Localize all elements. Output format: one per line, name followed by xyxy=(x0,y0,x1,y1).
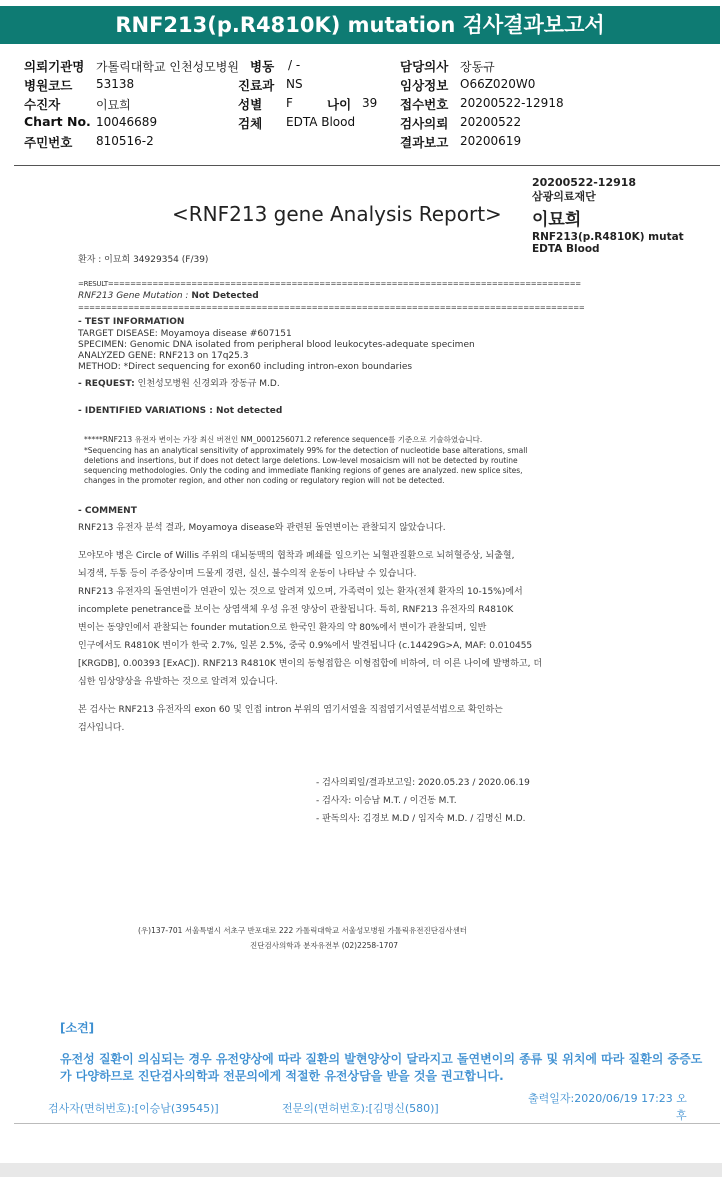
note-5: changes in the promoter region, and other non coding or regulatory region will not be detected. xyxy=(84,476,445,485)
printed-datetime-cont: 후 xyxy=(676,1109,687,1122)
footer-band xyxy=(0,1163,722,1177)
note-4: sequencing methodologies. Only the coding and immediate flanking regions of genes are analyzed. new splice sites, xyxy=(84,466,523,475)
report-title: RNF213(p.R4810K) mutation 검사결과보고서 xyxy=(115,13,605,37)
report-value: 20200619 xyxy=(460,134,522,148)
patient-label: 수진자 xyxy=(24,97,61,112)
opinion-line-2: 가 다양하므로 진단검사의학과 전문의에게 적절한 유전상담을 받을 것을 권고합니다. xyxy=(60,1069,504,1083)
specialist-license: 전문의(면허번호):[김명신(580)] xyxy=(282,1102,439,1115)
age-value: 39 xyxy=(362,96,378,110)
sign-dates: - 검사의뢰일/결과보고일: 2020.05.23 / 2020.06.19 xyxy=(316,778,530,788)
para2-line-2: 검사입니다. xyxy=(78,723,125,733)
para1-line-1: 모야모야 병은 Circle of Willis 주위의 대뇌동맥의 협착과 폐쇄를 일으키는 뇌혈관질환으로 뇌허혈증상, 뇌출혈, xyxy=(78,551,515,561)
opinion-line-1: 유전성 질환이 의심되는 경우 유전양상에 따라 질환의 발현양상이 달라지고 돌연변이의 종류 및 위치에 따라 질환의 중증도 xyxy=(60,1052,703,1066)
report-title-bar xyxy=(0,6,720,44)
doctor-label: 담당의사 xyxy=(400,59,449,74)
para1-line-6: 인구에서도 R4810K 변이가 한국 2.7%, 일본 2.5%, 중국 0.9%에서 발견됩니다 (c.14429G>A, MAF: 0.010455 xyxy=(78,641,533,651)
ward-value: / - xyxy=(288,58,301,72)
institution-label: 의뢰기관명 xyxy=(24,59,85,74)
stamp-number: 20200522-12918 xyxy=(532,176,637,189)
printed-datetime: 출력일자:2020/06/19 17:23 오 xyxy=(528,1092,687,1105)
report-label: 결과보고 xyxy=(400,135,449,150)
result-head: =RESULT===================================================================================== xyxy=(78,280,581,288)
para1-line-3: RNF213 유전자의 돌연변이가 연관이 있는 것으로 알려져 있으며, 가족력이 있는 환자(전체 환자의 10-15%)에서 xyxy=(78,587,523,597)
stamp-org: 삼광의료재단 xyxy=(532,190,596,203)
result-value: Not Detected xyxy=(191,291,259,301)
note-1: *****RNF213 유전자 변이는 가장 최신 버전인 NM_0001256071.2 reference sequence를 기준으로 기술하였습니다. xyxy=(84,435,483,444)
hospcode-value: 53138 xyxy=(96,77,135,91)
method: METHOD: *Direct sequencing for exon60 including intron-exon boundaries xyxy=(78,362,413,372)
tester-license: 검사자(면허번호):[이승남(39545)] xyxy=(48,1102,219,1115)
scanned-report xyxy=(0,170,722,970)
request-line xyxy=(78,376,280,389)
sex-label: 성별 xyxy=(238,97,263,112)
address-line-1: (우)137-701 서울특별시 서초구 반포대로 222 가톨릭대학교 서울성모병원 가톨릭유전진단검사센터 xyxy=(138,926,468,935)
divider-bottom xyxy=(14,1123,720,1124)
result-eq: =========================================================================================== xyxy=(78,304,585,312)
dept-label: 진료과 xyxy=(238,78,275,93)
sign-testers: - 검사자: 이승남 M.T. / 이건동 M.T. xyxy=(316,796,457,806)
patient-line: 환자 : 이묘희 34929354 (F/39) xyxy=(78,255,209,265)
clinical-label: 임상정보 xyxy=(400,78,449,93)
opinion-label: [소견] xyxy=(60,1021,95,1035)
sex-value: F xyxy=(286,96,293,110)
result-line-prefix: RNF213 Gene Mutation : xyxy=(78,291,192,301)
analyzed-gene: ANALYZED GENE: RNF213 on 17q25.3 xyxy=(78,351,249,361)
divider-top xyxy=(14,165,720,166)
request-value: 인천성모병원 신경외과 장동규 M.D. xyxy=(134,379,280,389)
doctor-value: 장동규 xyxy=(460,60,495,74)
specimen-info: SPECIMEN: Genomic DNA isolated from peripheral blood leukocytes-adequate specimen xyxy=(78,340,475,350)
note-2: *Sequencing has an analytical sensitivity of approximately 99% for the detection of nucleotide base alterations, small xyxy=(84,446,528,455)
chart-label: Chart No. xyxy=(24,114,91,129)
dept-value: NS xyxy=(286,77,303,91)
sign-doctors: - 판독의사: 김경보 M.D / 임지숙 M.D. / 김명신 M.D. xyxy=(316,814,526,824)
specimen-stamp xyxy=(532,176,684,255)
variations-head: - IDENTIFIED VARIATIONS : Not detected xyxy=(78,406,283,416)
note-3: deletions and insertions, but if does not detect large deletions. Low-level mosaicism will not be detected by routine xyxy=(84,456,518,465)
comment-1: RNF213 유전자 분석 결과, Moyamoya disease와 관련된 돌연변이는 관찰되지 않았습니다. xyxy=(78,523,446,533)
opinion-block xyxy=(0,1010,722,1120)
request-value: 20200522 xyxy=(460,115,522,129)
specimen-value: EDTA Blood xyxy=(286,115,356,129)
patient-value: 이묘희 xyxy=(96,98,131,112)
stamp-name: 이묘희 xyxy=(532,210,582,230)
rrn-label: 주민번호 xyxy=(24,135,73,150)
target-disease: TARGET DISEASE: Moyamoya disease #607151 xyxy=(78,329,292,339)
age-label: 나이 xyxy=(327,97,352,112)
para1-line-2: 뇌경색, 두통 등이 주증상이며 드물게 경련, 실신, 불수의적 운동이 나타날 수 있습니다. xyxy=(78,569,417,579)
receipt-label: 접수번호 xyxy=(400,97,449,112)
receipt-value: 20200522-12918 xyxy=(460,96,564,110)
specimen-label: 검체 xyxy=(238,116,263,131)
stamp-test: RNF213(p.R4810K) mutat xyxy=(532,231,684,243)
result-line xyxy=(78,291,259,301)
para1-line-8: 심한 임상양상을 유발하는 것으로 알려져 있습니다. xyxy=(78,677,278,687)
chart-value: 10046689 xyxy=(96,115,158,129)
request-prefix: - REQUEST: xyxy=(78,379,135,389)
ward-label: 병동 xyxy=(250,59,275,74)
para1-line-7: [KRGDB], 0.00393 [ExAC]). RNF213 R4810K 변이의 동형접합은 이형접합에 비하여, 더 이른 나이에 발병하고, 더 xyxy=(78,659,543,669)
comment-head: - COMMENT xyxy=(78,506,137,516)
stamp-specimen: EDTA Blood xyxy=(532,243,600,255)
order-info-block xyxy=(0,52,722,152)
para2-line-1: 본 검사는 RNF213 유전자의 exon 60 및 인접 intron 부위의 염기서열을 직접염기서열분석법으로 확인하는 xyxy=(78,705,503,715)
clinical-value: O66Z020W0 xyxy=(460,77,536,91)
para1-line-4: incomplete penetrance를 보이는 상염색체 우성 유전 양상이 관찰됩니다. 특히, RNF213 유전자의 R4810K xyxy=(78,605,514,615)
institution-value: 가톨릭대학교 인천성모병원 xyxy=(96,60,239,74)
test-info-head: - TEST INFORMATION xyxy=(78,317,185,327)
hospcode-label: 병원코드 xyxy=(24,78,73,93)
analysis-report-title: <RNF213 gene Analysis Report> xyxy=(172,202,502,226)
rrn-value: 810516-2 xyxy=(96,134,154,148)
address-line-2: 진단검사의학과 분자유전부 (02)2258-1707 xyxy=(250,941,398,950)
para1-line-5: 변이는 동양인에서 관찰되는 founder mutation으로 한국인 환자의 약 80%에서 변이가 관찰되며, 일반 xyxy=(78,623,487,633)
request-label: 검사의뢰 xyxy=(400,116,449,131)
